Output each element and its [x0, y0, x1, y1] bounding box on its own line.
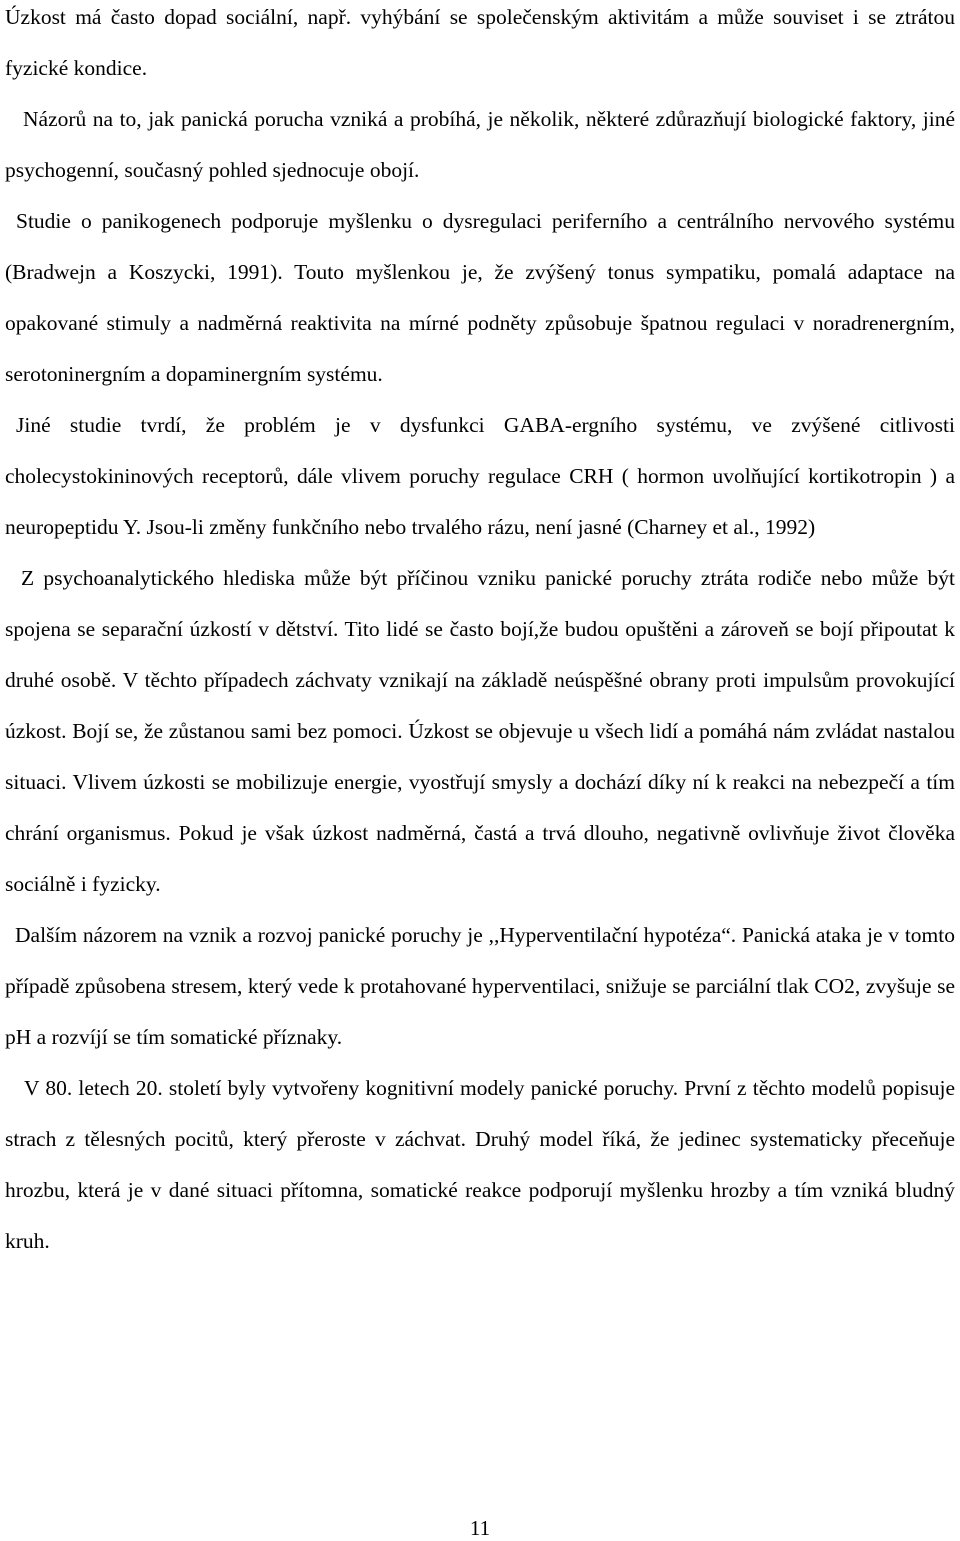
paragraph-opinions: Názorů na to, jak panická porucha vzniká a probíhá, je několik, některé zdůrazňují biologické faktory, jiné psychogenní, současný pohled sjednocuje obojí. — [5, 107, 955, 182]
paragraph-psychoanalytic: Z psychoanalytického hlediska může být příčinou vzniku panické poruchy ztráta rodiče nebo může být spojena se separační úzkostí v dětství. Tito lidé se často bojí,že budou opuštěni a zároveň se bojí připoutat k druhé osobě. V těchto případech záchvaty vznikají na základě neúspěšné obrany proti impulsům provokující úzkost. Bojí se, že zůstanou sami bez pomoci. Úzkost se objevuje u všech lidí a pomáhá nám zvládat nastalou situaci. Vlivem úzkosti se mobilizuje energie, vyostřují smysly a dochází díky ní k reakci na nebezpečí a tím chrání organismus. Pokud je však úzkost nadměrná, častá a trvá dlouho, negativně ovlivňuje život člověka sociálně i fyzicky. — [5, 566, 955, 896]
paragraph-panicogen-studies: Studie o panikogenech podporuje myšlenku o dysregulaci periferního a centrálního nervového systému (Bradwejn a Koszycki, 1991). Touto myšlenkou je, že zvýšený tonus sympatiku, pomalá adaptace na opakované stimuly a nadměrná reaktivita na mírné podněty způsobuje špatnou regulaci v noradrenergním, serotoninergním a dopaminergním systému. — [5, 209, 955, 386]
paragraph-gaba-studies: Jiné studie tvrdí, že problém je v dysfunkci GABA-ergního systému, ve zvýšené citlivosti cholecystokininových receptorů, dále vlivem poruchy regulace CRH ( hormon uvolňující kortikotropin ) a neuropeptidu Y. Jsou-li změny funkčního nebo trvalého rázu, není jasné (Charney et al., 1992) — [5, 413, 955, 539]
paragraph-social-impact: Úzkost má často dopad sociální, např. vyhýbání se společenským aktivitám a může souviset i se ztrátou fyzické kondice. — [5, 5, 955, 80]
page-number: 11 — [469, 1516, 491, 1540]
body-text — [5, 0, 955, 1267]
paragraph-cognitive-models: V 80. letech 20. století byly vytvořeny kognitivní modely panické poruchy. První z těchto modelů popisuje strach z tělesných pocitů, který přeroste v záchvat. Druhý model říká, že jedinec systematicky přeceňuje hrozbu, která je v dané situaci přítomna, somatické reakce podporují myšlenku hrozby a tím vzniká bludný kruh. — [5, 1076, 955, 1253]
paragraph-hyperventilation: Dalším názorem na vznik a rozvoj panické poruchy je ,,Hyperventilační hypotéza“. Panická ataka je v tomto případě způsobena stresem, který vede k protahované hyperventilaci, snižuje se parciální tlak CO2, zvyšuje se pH a rozvíjí se tím somatické příznaky. — [5, 923, 955, 1049]
